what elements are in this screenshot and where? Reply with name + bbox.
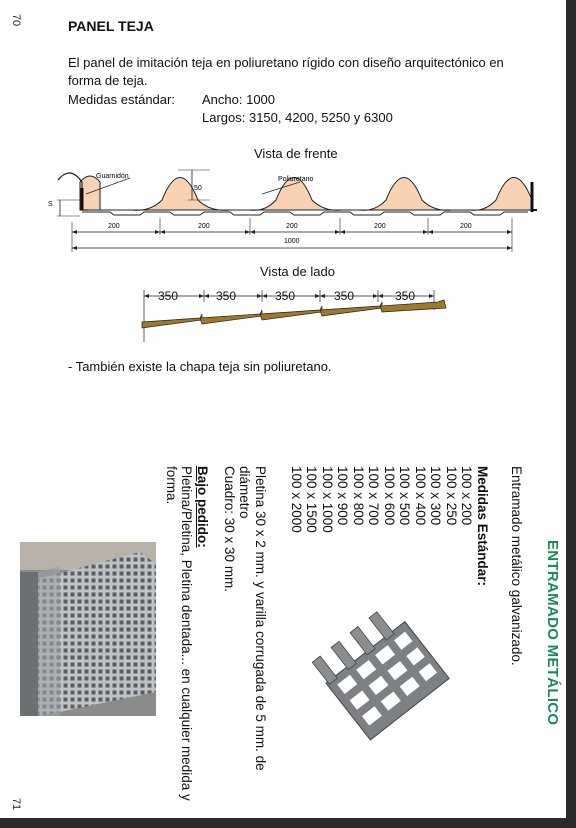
page-number-top: 70	[10, 13, 23, 27]
section-title-entramado: ENTRAMADO METÁLICO	[544, 540, 561, 726]
side-plank-3	[260, 306, 322, 320]
label-poliuretano: Poliuretano	[278, 176, 314, 183]
entramado-sizes-block	[289, 466, 491, 586]
front-dim-1: 200	[108, 223, 120, 230]
grating-sample-image	[312, 600, 462, 760]
size-item: 100 x 900	[335, 466, 351, 526]
page-number-bottom: 71	[10, 797, 23, 811]
side-dim-4: 350	[334, 289, 355, 303]
label-s: S	[48, 201, 53, 208]
sizes-label: Medidas estándar:	[68, 92, 175, 107]
page-shadow-right	[566, 0, 576, 828]
side-view-title: Vista de lado	[260, 264, 335, 279]
entramado-intro: Entramado metálico galvanizado.	[509, 466, 524, 666]
size-item: 100 x 200	[459, 466, 475, 526]
front-dim-4: 200	[374, 223, 386, 230]
front-dim-3: 200	[286, 223, 298, 230]
side-dim-2: 350	[216, 289, 237, 303]
spec-line-2: diámetro	[237, 466, 253, 519]
size-item: 100 x 600	[382, 466, 397, 526]
lengths-value: Largos: 3150, 4200, 5250 y 6300	[202, 110, 393, 125]
front-dim-2: 200	[198, 223, 210, 230]
size-item: 100 x 400	[413, 466, 428, 526]
description-line-1: El panel de imitación teja en poliuretano rígido con diseño arquitectónico en	[68, 55, 504, 70]
size-item: 100 x 1500	[304, 466, 320, 533]
entramado-order-block	[164, 466, 211, 801]
width-value: Ancho: 1000	[202, 92, 276, 107]
entramado-sizes-label: Medidas Estándar:	[475, 466, 490, 587]
size-item: 100 x 800	[351, 466, 366, 526]
size-item: 100 x 250	[444, 466, 459, 526]
note-chapa-teja: - También existe la chapa teja sin poliuretano.	[68, 359, 332, 374]
front-view-title: Vista de frente	[254, 146, 338, 161]
front-dim-total: 1000	[284, 238, 300, 245]
side-plank-1	[142, 314, 202, 328]
size-item: 100 x 1000	[320, 466, 335, 533]
label-guarnicion: Guarnidón	[96, 173, 129, 180]
size-item: 100 x 300	[428, 466, 444, 526]
side-dim-3: 350	[275, 289, 296, 303]
page-shadow-bottom	[0, 818, 576, 828]
grating-stack-photo	[20, 542, 156, 716]
order-line-2: forma.	[164, 466, 179, 505]
size-item: 100 x 700	[366, 466, 382, 526]
spec-line-3: Cuadro: 30 x 30 mm.	[222, 466, 237, 593]
spec-line-1: Pletina 30 x 2 mm. y varilla corrugada de 5 mm. de	[253, 466, 268, 771]
size-item: 100 x 500	[397, 466, 413, 526]
front-dim-5: 200	[460, 223, 472, 230]
side-plank-4	[320, 302, 382, 316]
description-line-2: forma de teja.	[68, 73, 148, 88]
order-line-1: Pletina/Pletina, Pletina dentada... en cualquier medida y	[179, 466, 195, 801]
section-title-panel-teja: PANEL TEJA	[68, 18, 154, 34]
side-dim-1: 350	[158, 289, 179, 303]
side-dim-5: 350	[395, 289, 416, 303]
size-item: 100 x 2000	[289, 466, 304, 533]
label-height-50: 50	[194, 185, 202, 192]
side-plank-2	[200, 310, 262, 324]
order-label: Bajo pedido:	[195, 466, 210, 548]
entramado-spec-block	[222, 466, 269, 771]
